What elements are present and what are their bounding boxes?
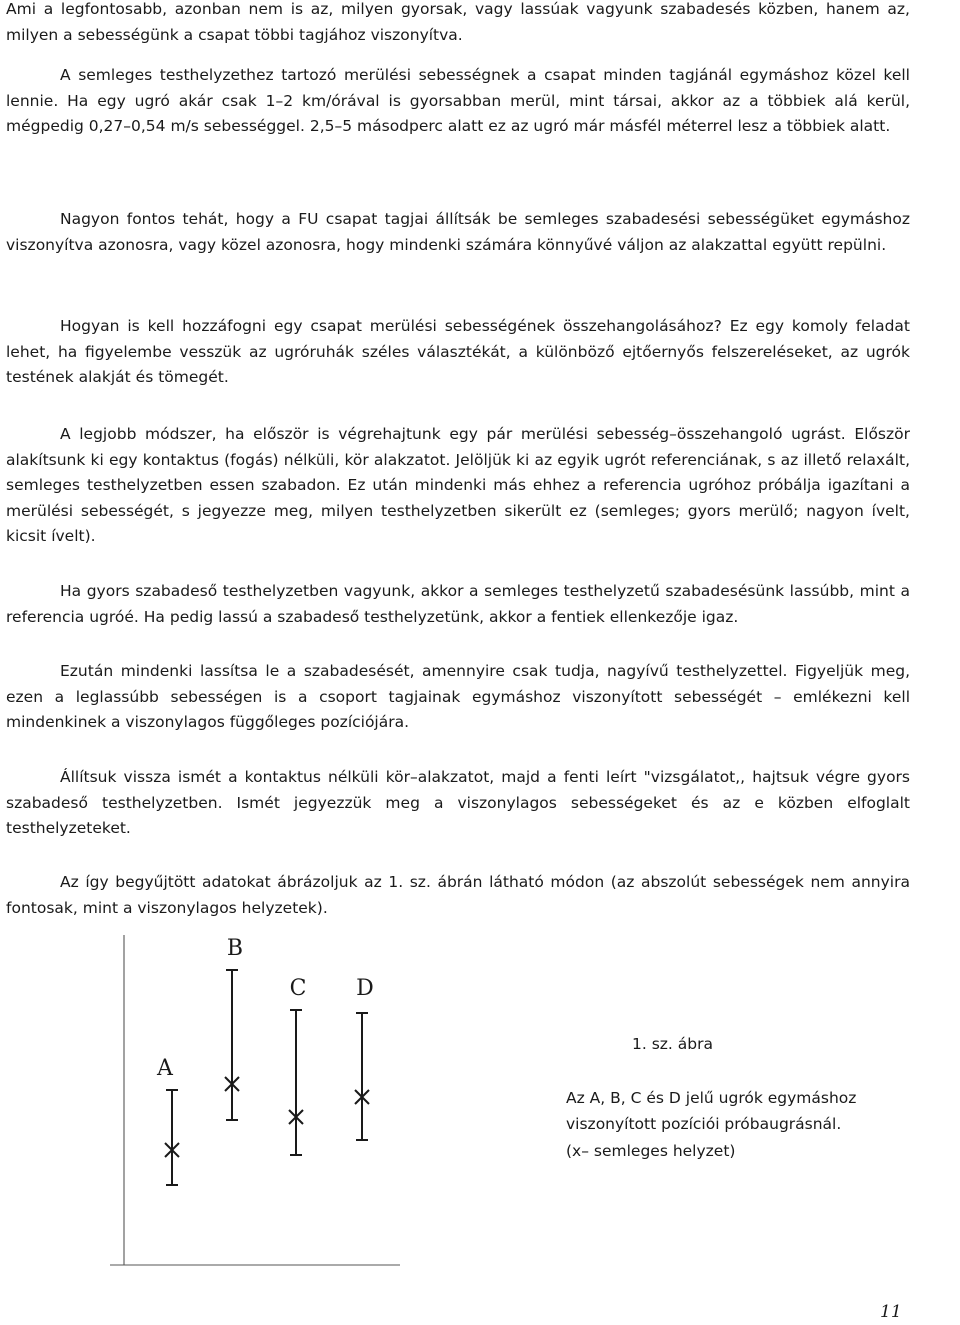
paragraph-7: Ezután mindenki lassítsa le a szabadesését, amennyire csak tudja, nagyívű testhelyzettel. Figyeljük meg, ezen a leglassúbb sebességen is a csoport tagjainak egymáshoz viszonyított sebességét – emlékezni kell mindenkinek a viszonylagos függőleges pozíciójára. — [6, 662, 910, 731]
paragraph-8: Állítsuk vissza ismét a kontaktus nélküli kör–alakzatot, majd a fenti leírt "vizsgálatot,, hajtsuk végre gyors szabadeső testhelyzetben. Ismét jegyezzük meg a viszonylagos sebességeket és az e közben elfoglalt testhelyzeteket. — [6, 768, 910, 837]
paragraph-9: Az így begyűjtött adatokat ábrázoljuk az 1. sz. ábrán látható módon (az abszolút sebességek nem annyira fontosak, mint a viszonylagos helyzetek). — [6, 873, 910, 917]
paragraph-3: Nagyon fontos tehát, hogy a FU csapat tagjai állítsák be semleges szabadesési sebességüket egymáshoz viszonyítva azonosra, vagy közel azonosra, hogy mindenki számára könnyűvé váljon az alakzattal együtt repülni. — [6, 210, 910, 254]
jumper-d-range — [355, 976, 374, 1140]
paragraph-2: A semleges testhelyzethez tartozó merülési sebességnek a csapat minden tagjánál egymáshoz közel kell lennie. Ha egy ugró akár csak 1–2 km/órával is gyorsabban merül, mint társai, akkor az a többiek alá kerül, mégpedig 0,27–0,54 m/s sebességgel. 2,5–5 másodperc alatt ez az ugró már másfél méterrel lesz a többiek alatt. — [6, 66, 910, 135]
jumper-a-label: A — [157, 1056, 173, 1081]
paragraph-5: A legjobb módszer, ha először is végrehajtunk egy pár merülési sebesség–összehangoló ugrást. Először alakítsunk ki egy kontaktus (fogás) nélküli, kör alakzatot. Jelöljük ki az egyik ugrót referenciának, s az illető relaxált, semleges testhelyzetben essen szabadon. Ez után mindenki más ehhez a referencia ugróhoz próbálja igazítani a merülési sebességét, s jegyezze meg, milyen testhelyzetben sikerült ez (semleges; gyors merülő; nagyon ívelt, kicsit ívelt). — [6, 425, 910, 545]
jumper-b-range — [225, 936, 243, 1120]
figure-caption-line-1: Az A, B, C és D jelű ugrók egymáshoz — [566, 1089, 857, 1107]
jumper-c-label: C — [289, 976, 307, 1001]
figure-caption-line-3: (x– semleges helyzet) — [566, 1142, 736, 1160]
jumper-a-range — [156, 1056, 179, 1185]
jumper-d-label: D — [356, 976, 374, 1001]
page-number: 11 — [880, 1302, 902, 1322]
jumper-b-label: B — [226, 936, 244, 961]
figure-caption-line-2: viszonyított pozíciói próbaugrásnál. — [566, 1115, 842, 1133]
paragraph-1: Ami a legfontosabb, azonban nem is az, milyen gyorsak, vagy lassúak vagyunk szabadesés közben, hanem az, milyen a sebességünk a csapat többi tagjához viszonyítva. — [6, 0, 910, 44]
jumper-c-range — [289, 976, 306, 1155]
jumper-positions-figure — [110, 925, 410, 1270]
paragraph-4: Hogyan is kell hozzáfogni egy csapat merülési sebességének összehangolásához? Ez egy komoly feladat lehet, ha figyelembe vesszük az ugróruhák széles választékát, a különböző ejtőernyős felszereléseket, az ugrók testének alakját és tömegét. — [6, 317, 910, 386]
figure-title: 1. sz. ábra — [632, 1035, 713, 1053]
paragraph-6: Ha gyors szabadeső testhelyzetben vagyunk, akkor a semleges testhelyzetű szabadesésünk lassúbb, mint a referencia ugróé. Ha pedig lassú a szabadeső testhelyzetünk, akkor a fentiek ellenkezője igaz. — [6, 582, 910, 626]
